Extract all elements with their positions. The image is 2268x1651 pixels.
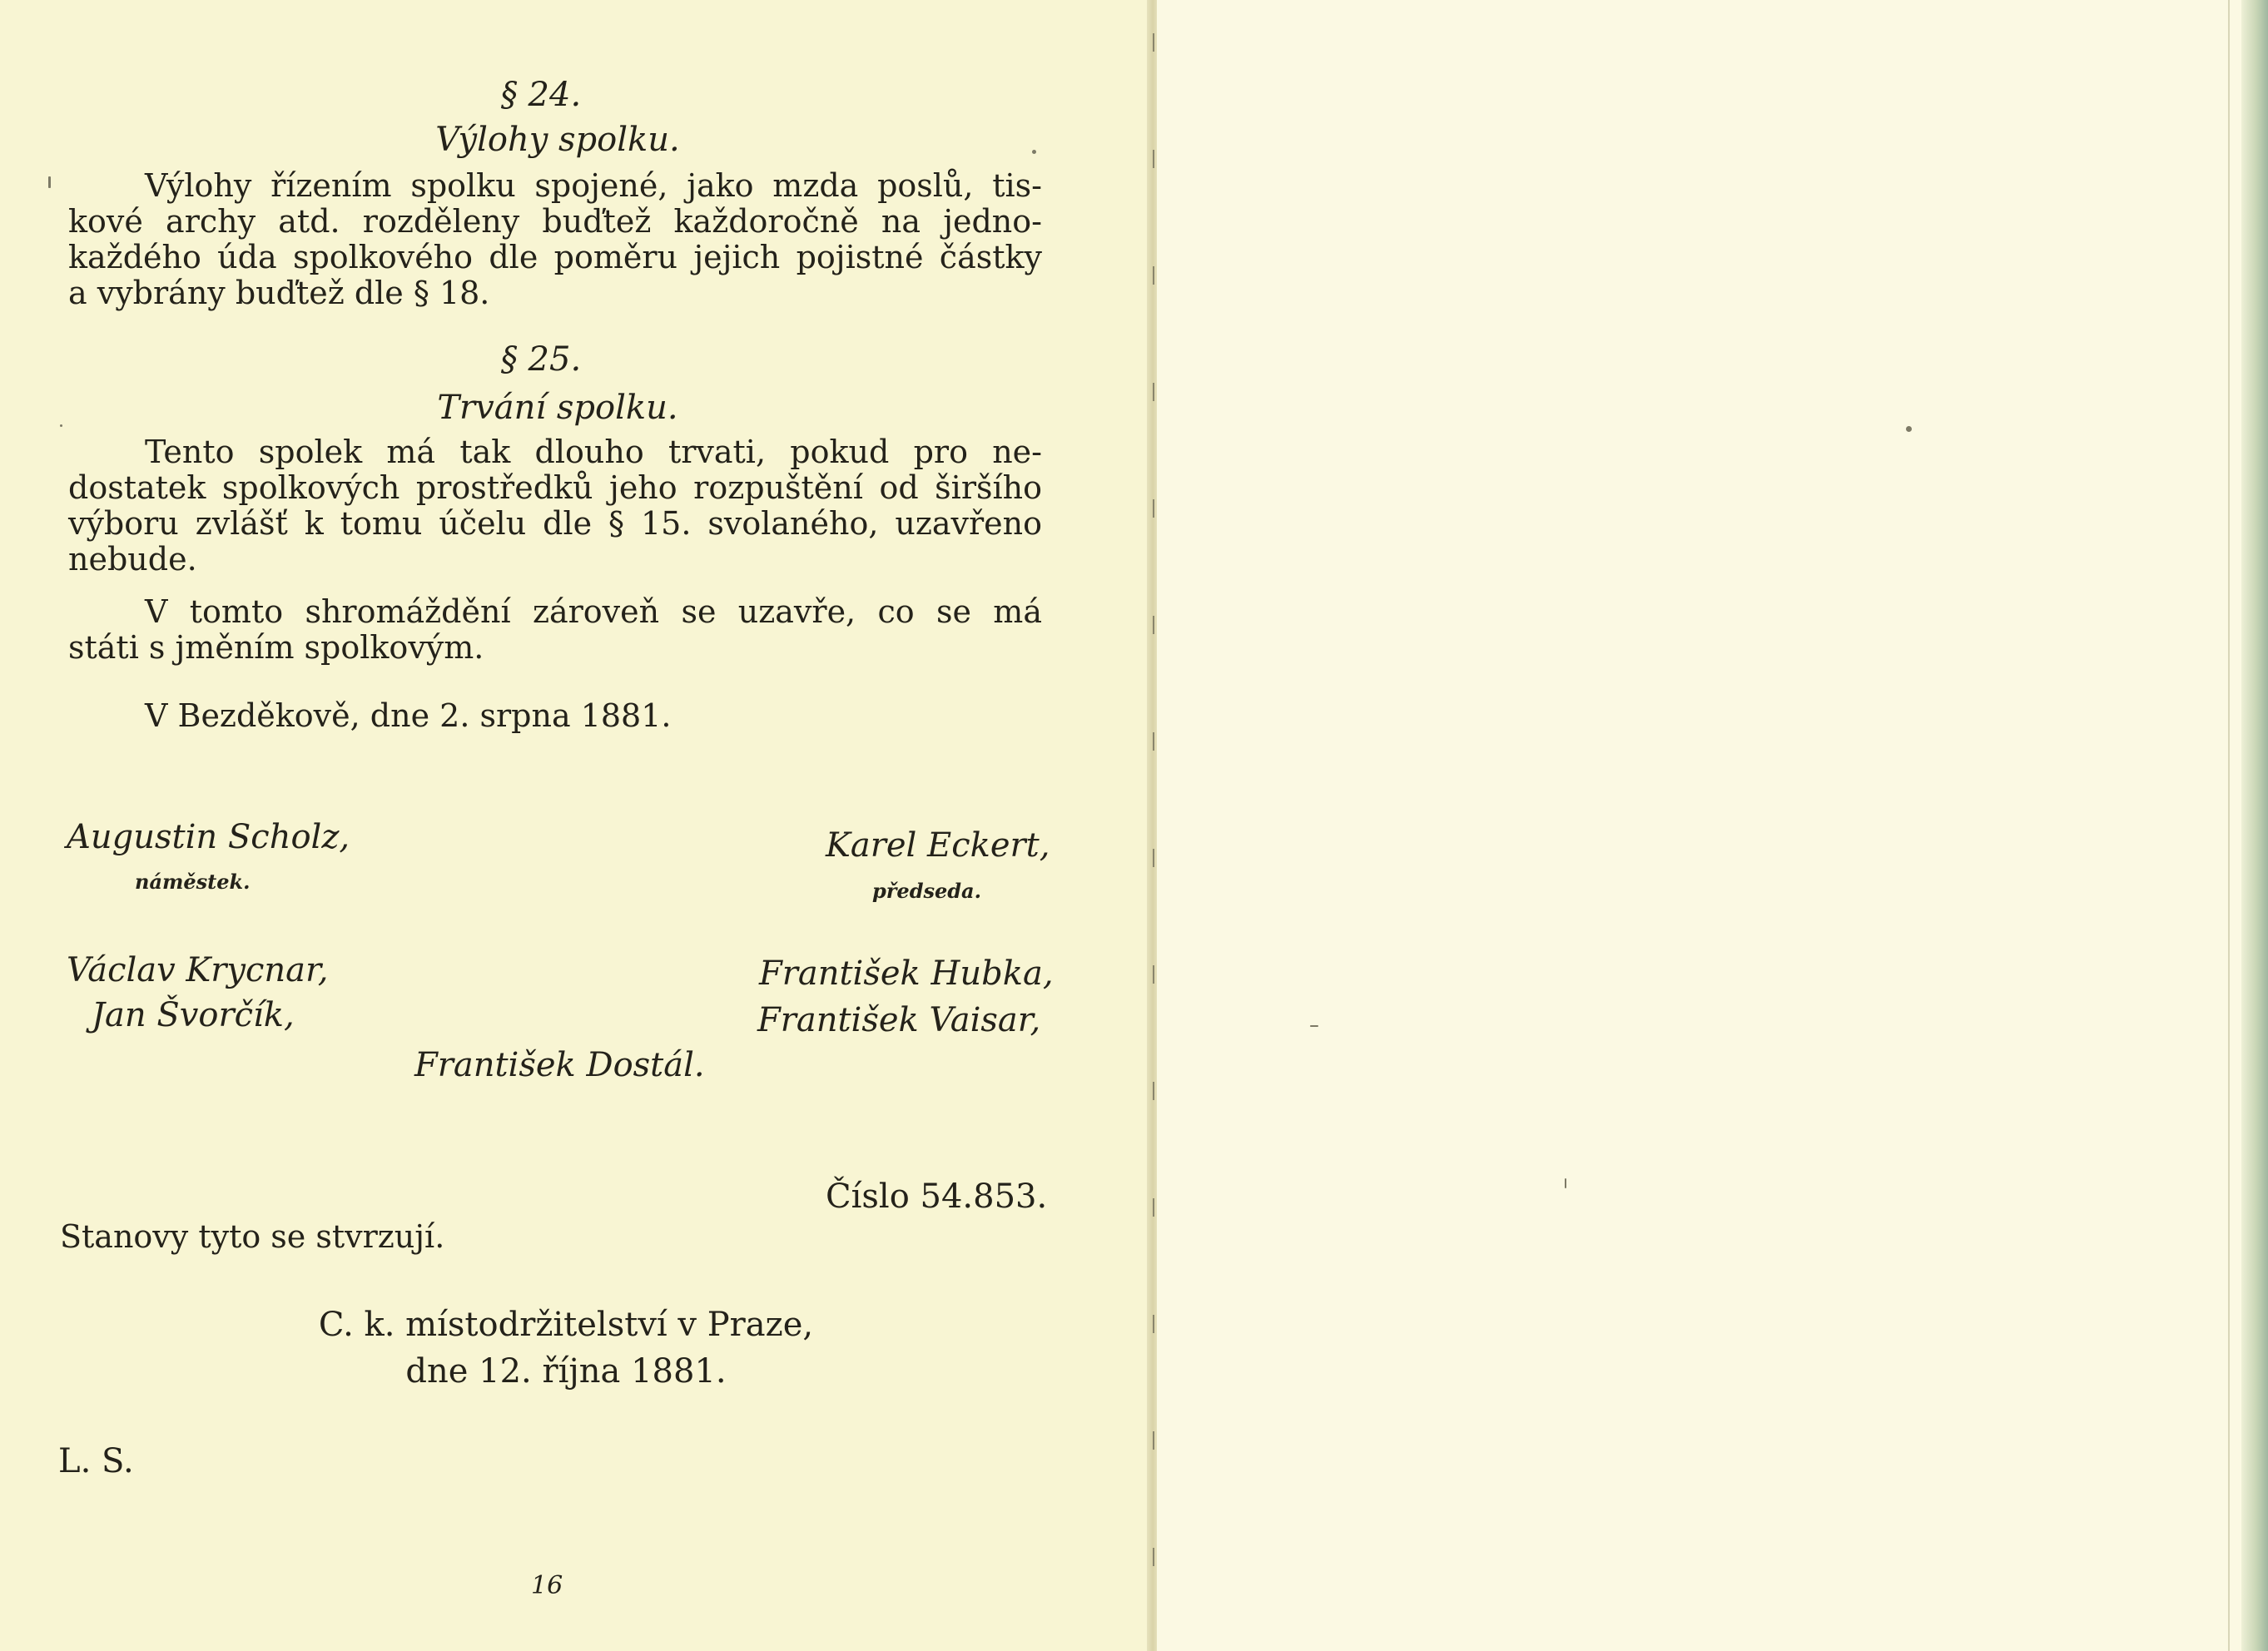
section-24-line-3: každého úda spolkového dle poměru jejich pojistné částky — [68, 239, 1042, 275]
section-24-title: Výlohy spolku. — [435, 121, 680, 159]
section-24-line-1: Výlohy řízením spolku spojené, jako mzda poslů, tis- — [145, 167, 1042, 204]
section-25-paragraph-2 — [68, 594, 1042, 666]
section-25-p1-line-3: výboru zvlášť k tomu účelu dle § 15. svolaného, uzavřeno — [68, 505, 1042, 542]
signature-eckert: Karel Eckert, — [826, 826, 1050, 865]
section-24-line-2: kové archy atd. rozděleny buďtež každoročně na jedno- — [68, 203, 1042, 240]
section-25-p1-line-4: nebude. — [68, 541, 197, 578]
role-predseda: předseda. — [872, 879, 981, 903]
section-25-paragraph-1 — [68, 434, 1042, 578]
right-page — [1157, 0, 2268, 1651]
signature-vaisar: František Vaisar, — [757, 1001, 1041, 1039]
signature-svorcik: Jan Švorčík, — [92, 996, 295, 1034]
section-25-title: Trvání spolku. — [437, 389, 678, 427]
signature-krycnar: Václav Krycnar, — [67, 951, 329, 989]
section-24-number: § 24. — [500, 76, 582, 114]
role-namestek: náměstek. — [135, 870, 251, 894]
reference-number: Číslo 54.853. — [826, 1178, 1048, 1216]
section-25-p2-line-1: V tomto shromáždění zároveň se uzavře, co se má — [145, 593, 1042, 630]
signature-dostal: František Dostál. — [414, 1046, 705, 1084]
section-25-p2-line-2: státi s jměním spolkovým. — [68, 629, 484, 666]
seal-mark: L. S. — [58, 1442, 134, 1480]
binding-stitches — [1151, 0, 1156, 1651]
signature-scholz: Augustin Scholz, — [67, 818, 350, 856]
section-25-p1-line-1: Tento spolek má tak dlouho trvati, pokud pro ne- — [145, 434, 1042, 470]
page-number: 16 — [531, 1571, 563, 1600]
office-line-2: dne 12. října 1881. — [405, 1352, 727, 1391]
section-25-p1-line-2: dostatek spolkových prostředků jeho rozpuštění od širšího — [68, 469, 1042, 506]
section-25-number: § 25. — [500, 340, 582, 379]
section-24-line-4: a vybrány buďtež dle § 18. — [68, 275, 490, 311]
signature-hubka: František Hubka, — [759, 954, 1054, 993]
page-edge — [2241, 0, 2268, 1651]
approval-statement: Stanovy tyto se stvrzují. — [60, 1218, 445, 1255]
date-line: V Bezděkově, dne 2. srpna 1881. — [145, 697, 672, 734]
office-line-1: C. k. místodržitelství v Praze, — [318, 1306, 814, 1344]
section-24-body — [68, 168, 1042, 311]
